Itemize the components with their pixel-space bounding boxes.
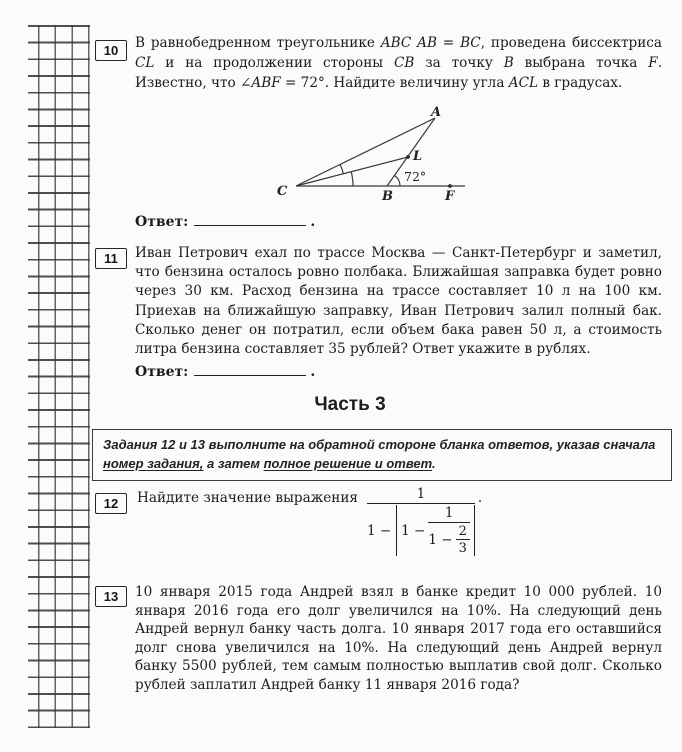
text-segment: , проведена биссектриса (480, 35, 662, 51)
outer-denominator (367, 504, 475, 556)
line-CL-bisector (296, 157, 408, 186)
problem-11-answer-line (135, 362, 315, 380)
text-segment: F (648, 54, 658, 71)
inner-term: 1 − (428, 532, 453, 548)
text-segment: . Известно, что ∠ (135, 54, 663, 91)
problem-12-number: 12 (95, 493, 127, 514)
problem-10 (95, 34, 667, 93)
inner-denominator (428, 523, 469, 556)
text-segment: = 72°. Найдите величину угла (280, 74, 509, 91)
text-segment: AB (417, 35, 437, 51)
answer-blank (194, 212, 306, 226)
text-segment: 10 января 2015 года Андрей взял в банке кредит 10 000 рублей. 10 января 2016 года его долг увеличился на 10%. На следующий день Андрей вернул банку часть долга. 10 января 2017 года его оставшийся долг снова увеличился на 10%. На следующий день Андрей вернул банку 5500 рублей, тем самым полностью выплатив свой долг. Сколько рублей заплатил Андрей банку 11 января 2016 года? (135, 584, 662, 693)
vertex-label-L: L (413, 149, 423, 164)
text-segment: CB (393, 54, 415, 71)
denominator-term: 1 − (366, 522, 392, 539)
deep-fraction (456, 524, 470, 556)
deep-numerator: 2 (456, 524, 470, 540)
problem-11-text (135, 244, 662, 359)
answer-label: Ответ: (135, 364, 189, 380)
point-L (406, 155, 410, 159)
answer-blank (194, 362, 306, 376)
vertex-label-F: F (445, 189, 455, 204)
problem-12 (95, 486, 482, 556)
angle-value-label: 72° (404, 169, 427, 184)
vertex-label-A: A (431, 105, 442, 120)
problem-10-number: 10 (95, 40, 127, 61)
angle-arc-B (395, 175, 401, 186)
answer-period: . (310, 364, 316, 380)
text-segment: BC (460, 35, 481, 51)
text-segment: ABC (380, 35, 412, 51)
answer-label: Ответ: (135, 214, 189, 230)
text-segment: номер задания, (103, 456, 204, 471)
text-segment: B (503, 54, 514, 71)
text-segment: Иван Петрович ехал по трассе Москва — Санкт-Петербург и заметил, что бензина осталось ровно полбака. Ближайшая заправка будет ровно через 30 км. Расход бензина на трассе составляет 10 л на 100 км. Приехав на ближайшую заправку, Иван Петрович залил полный бак. Сколько денег он потратил, если объем бака равен 50 л, а стоимость литра бензина составляет 35 рублей? Ответ укажите в рублях. (135, 245, 662, 358)
text-segment: В равнобедренном треугольнике (135, 35, 381, 51)
problem-13 (95, 583, 667, 695)
expression-period: . (477, 490, 483, 506)
point-F (448, 184, 452, 188)
vertex-label-B: B (382, 189, 393, 204)
text-segment: ACL (508, 74, 538, 91)
text-segment: в градусах. (538, 74, 623, 91)
problem-11 (95, 244, 667, 359)
absolute-value-group (396, 505, 475, 556)
problem-11-number: 11 (95, 248, 127, 269)
instruction-box (92, 429, 672, 481)
text-segment: CL (135, 54, 155, 71)
part-3-heading: Часть 3 (314, 394, 386, 415)
text-segment: = (436, 35, 461, 51)
deep-denominator: 3 (458, 541, 467, 556)
inner-numerator: 1 (428, 505, 469, 523)
text-segment: полное решение и ответ (263, 456, 432, 471)
problem-13-text (135, 583, 662, 695)
continued-fraction-expression (367, 486, 475, 556)
text-segment: Задания 12 и 13 выполните на обратной стороне бланка ответов, указав сначала (103, 437, 656, 452)
outer-fraction (367, 486, 475, 556)
text-segment: ABF (251, 74, 281, 91)
vertex-label-C: C (277, 184, 288, 199)
outer-numerator: 1 (367, 486, 475, 504)
answer-period: . (310, 214, 316, 230)
bisector-arc-upper (340, 164, 343, 173)
graph-paper-margin (28, 25, 90, 728)
bisector-arc-lower (351, 172, 353, 186)
text-segment: а затем (203, 456, 264, 471)
problem-10-answer-line (135, 212, 315, 230)
text-segment: выбрана точка (513, 54, 649, 71)
text-segment: за точку (414, 54, 504, 71)
abs-term: 1 − (401, 522, 426, 539)
problem-12-text: Найдите значение выражения (137, 490, 358, 506)
inner-fraction (428, 505, 469, 556)
problem-13-number: 13 (95, 586, 127, 607)
triangle-figure (268, 96, 478, 214)
text-segment: и на продолжении стороны (154, 54, 394, 71)
problem-10-text (135, 34, 662, 93)
text-segment: . (431, 456, 436, 471)
